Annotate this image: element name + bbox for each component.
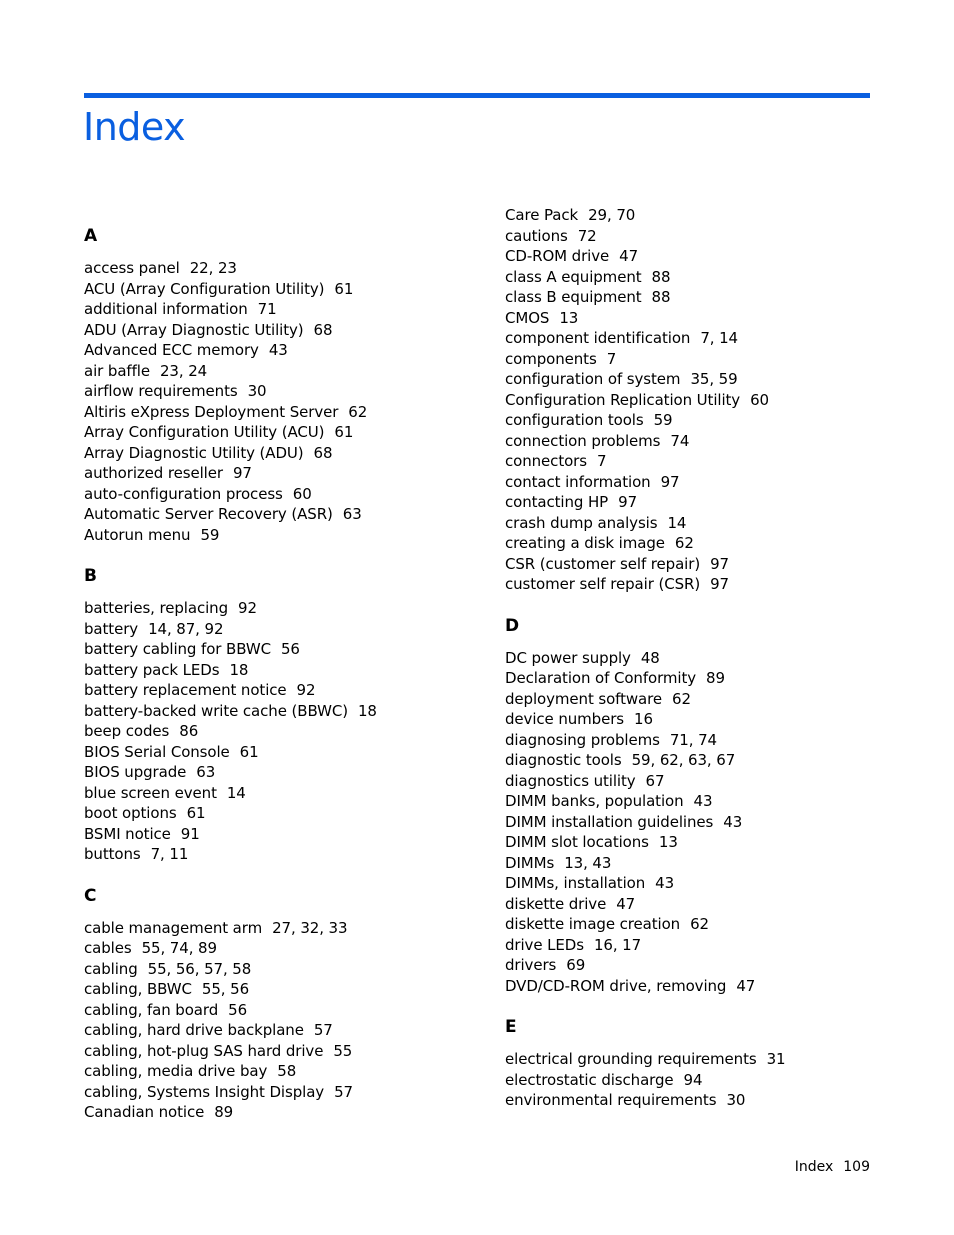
index-page-refs[interactable]: 62 bbox=[674, 534, 694, 552]
section-letter: C bbox=[84, 885, 97, 906]
index-section bbox=[505, 1017, 925, 1111]
index-entry bbox=[505, 709, 925, 730]
index-term: connection problems bbox=[505, 431, 661, 450]
index-section bbox=[84, 226, 504, 545]
index-term: Advanced ECC memory bbox=[84, 341, 259, 359]
index-page-refs[interactable]: 91 bbox=[180, 824, 200, 843]
index-page-refs[interactable]: 60 bbox=[292, 484, 312, 503]
index-entry bbox=[505, 914, 925, 935]
index-term: BIOS Serial Console bbox=[84, 742, 230, 761]
index-term: battery replacement notice bbox=[84, 681, 287, 699]
index-entry bbox=[84, 258, 504, 279]
section-letter: B bbox=[84, 566, 97, 586]
index-term: Configuration Replication Utility bbox=[505, 390, 741, 409]
index-entry bbox=[84, 525, 504, 546]
index-page-refs[interactable]: 62 bbox=[348, 402, 368, 421]
index-entry bbox=[505, 955, 925, 976]
index-page-refs[interactable]: 63 bbox=[342, 505, 362, 523]
index-entry bbox=[84, 340, 504, 361]
index-column-left bbox=[84, 226, 504, 1144]
index-term: boot options bbox=[84, 804, 177, 822]
index-entry bbox=[505, 1070, 925, 1091]
index-term: diskette image creation bbox=[505, 915, 681, 933]
index-page-refs[interactable]: 47 bbox=[619, 247, 639, 265]
index-term: contacting HP bbox=[505, 493, 609, 511]
index-entry bbox=[84, 299, 504, 320]
index-entry bbox=[84, 762, 504, 783]
index-page-refs[interactable]: 89 bbox=[706, 669, 725, 687]
index-term: class B equipment bbox=[505, 288, 642, 306]
index-page-refs[interactable]: 97 bbox=[710, 554, 729, 573]
index-page-refs[interactable]: 13 bbox=[559, 308, 579, 327]
index-page-refs[interactable]: 27, 32, 33 bbox=[272, 918, 348, 937]
index-page-refs[interactable]: 7, 14 bbox=[700, 329, 738, 347]
index-entry bbox=[505, 287, 925, 308]
index-term: buttons bbox=[84, 845, 141, 863]
index-entry bbox=[84, 824, 504, 845]
index-entry bbox=[84, 742, 504, 763]
index-entry bbox=[505, 832, 925, 853]
index-page-refs[interactable]: 55, 56 bbox=[201, 980, 250, 998]
index-entry bbox=[505, 513, 925, 534]
index-term: deployment software bbox=[505, 689, 663, 708]
index-entry bbox=[84, 918, 504, 939]
index-term: electrical grounding requirements bbox=[505, 1050, 757, 1068]
index-page-refs[interactable]: 48 bbox=[640, 648, 660, 667]
index-term: Canadian notice bbox=[84, 1103, 205, 1121]
index-page-refs[interactable]: 13, 43 bbox=[564, 853, 612, 872]
index-term: connectors bbox=[505, 452, 587, 470]
index-term: BIOS upgrade bbox=[84, 763, 187, 781]
index-term: cautions bbox=[505, 226, 568, 245]
index-page-refs[interactable]: 30 bbox=[247, 382, 267, 400]
index-entry bbox=[505, 750, 925, 771]
index-page-refs[interactable]: 67 bbox=[645, 771, 665, 790]
index-term: battery-backed write cache (BBWC) bbox=[84, 701, 348, 720]
index-term: airflow requirements bbox=[84, 382, 238, 400]
index-entry bbox=[505, 873, 925, 894]
index-term: creating a disk image bbox=[505, 534, 665, 552]
index-section bbox=[505, 616, 925, 997]
index-entry bbox=[84, 443, 504, 464]
index-entry bbox=[84, 1102, 504, 1123]
index-entry bbox=[505, 976, 925, 997]
index-page-refs[interactable]: 59, 62, 63, 67 bbox=[631, 751, 736, 769]
index-term: diagnostics utility bbox=[505, 771, 636, 790]
index-entry bbox=[84, 1000, 504, 1021]
index-entry bbox=[84, 1041, 504, 1062]
index-entry bbox=[84, 463, 504, 484]
index-term: class A equipment bbox=[505, 267, 642, 286]
index-entry bbox=[84, 1061, 504, 1082]
index-page-refs[interactable]: 55, 56, 57, 58 bbox=[147, 959, 252, 978]
index-page-refs[interactable]: 61 bbox=[186, 804, 206, 822]
index-entry bbox=[505, 730, 925, 751]
index-term: CSR (customer self repair) bbox=[505, 554, 701, 573]
index-term: air baffle bbox=[84, 361, 150, 380]
index-entry bbox=[84, 381, 504, 402]
index-entry bbox=[505, 267, 925, 288]
index-page-refs[interactable]: 94 bbox=[683, 1070, 703, 1089]
index-term: batteries, replacing bbox=[84, 599, 229, 617]
index-page-refs[interactable]: 23, 24 bbox=[159, 361, 208, 380]
index-entry bbox=[84, 361, 504, 382]
index-page-refs[interactable]: 22, 23 bbox=[189, 259, 237, 277]
index-page-refs[interactable]: 60 bbox=[750, 390, 769, 409]
index-entries bbox=[505, 1049, 925, 1111]
index-entry bbox=[505, 410, 925, 431]
index-page-refs[interactable]: 97 bbox=[660, 472, 680, 491]
index-term: diskette drive bbox=[505, 894, 607, 913]
index-page-refs[interactable]: 47 bbox=[736, 976, 756, 995]
index-term: drivers bbox=[505, 956, 557, 974]
index-entry bbox=[505, 1090, 925, 1111]
index-page-refs[interactable]: 31 bbox=[766, 1050, 786, 1068]
index-page-refs[interactable]: 68 bbox=[313, 443, 333, 462]
index-page-refs[interactable]: 55 bbox=[333, 1041, 353, 1060]
index-entry bbox=[505, 668, 925, 689]
index-entry bbox=[84, 320, 504, 341]
index-entry bbox=[84, 660, 504, 681]
index-entry bbox=[505, 226, 925, 247]
index-term: contact information bbox=[505, 472, 651, 491]
index-entry bbox=[505, 246, 925, 267]
index-term: Array Diagnostic Utility (ADU) bbox=[84, 443, 304, 462]
index-page-refs[interactable]: 62 bbox=[672, 689, 691, 708]
index-term: configuration tools bbox=[505, 411, 644, 429]
index-term: cabling bbox=[84, 959, 138, 978]
footer-page-number: 109 bbox=[843, 1159, 870, 1175]
index-entry bbox=[505, 431, 925, 452]
index-entry bbox=[84, 959, 504, 980]
index-page-refs[interactable]: 43 bbox=[723, 812, 743, 831]
index-page-refs[interactable]: 16 bbox=[634, 710, 653, 728]
index-section bbox=[84, 886, 504, 1123]
page-title: Index bbox=[83, 105, 186, 149]
index-term: Autorun menu bbox=[84, 525, 191, 544]
index-term: DIMM installation guidelines bbox=[505, 812, 714, 831]
index-page-refs[interactable]: 18 bbox=[357, 701, 377, 720]
index-term: BSMI notice bbox=[84, 824, 171, 843]
index-entry bbox=[505, 648, 925, 669]
index-term: cabling, hot-plug SAS hard drive bbox=[84, 1041, 324, 1060]
index-term: auto-configuration process bbox=[84, 484, 283, 503]
index-page-refs[interactable]: 97 bbox=[710, 575, 729, 593]
index-entry bbox=[505, 554, 925, 575]
index-page-refs[interactable]: 63 bbox=[196, 763, 216, 781]
index-term: additional information bbox=[84, 300, 248, 318]
index-entry bbox=[84, 783, 504, 804]
index-term: Declaration of Conformity bbox=[505, 669, 697, 687]
index-page-refs[interactable]: 16, 17 bbox=[593, 935, 642, 954]
index-entry bbox=[505, 349, 925, 370]
index-term: DIMM banks, population bbox=[505, 792, 684, 810]
index-term: cabling, Systems Insight Display bbox=[84, 1082, 325, 1101]
index-term: environmental requirements bbox=[505, 1091, 717, 1109]
index-page-refs[interactable]: 43 bbox=[693, 792, 713, 810]
index-term: DIMM slot locations bbox=[505, 833, 649, 851]
index-term: beep codes bbox=[84, 722, 170, 740]
index-entry bbox=[505, 853, 925, 874]
index-entry bbox=[505, 574, 925, 595]
index-page-refs[interactable]: 71, 74 bbox=[669, 730, 717, 749]
index-entry bbox=[84, 422, 504, 443]
index-page-refs[interactable]: 7, 11 bbox=[150, 845, 189, 863]
index-page-refs[interactable]: 47 bbox=[616, 894, 636, 913]
index-term: cabling, BBWC bbox=[84, 980, 192, 998]
index-entry bbox=[505, 390, 925, 411]
index-entry bbox=[84, 803, 504, 824]
index-entry bbox=[84, 639, 504, 660]
index-section bbox=[505, 205, 925, 595]
index-term: DC power supply bbox=[505, 648, 631, 667]
index-page-refs[interactable]: 68 bbox=[313, 320, 333, 339]
index-term: DVD/CD-ROM drive, removing bbox=[505, 976, 727, 995]
index-entry bbox=[505, 689, 925, 710]
index-term: component identification bbox=[505, 329, 691, 347]
header-rule bbox=[84, 93, 870, 98]
index-term: customer self repair (CSR) bbox=[505, 575, 701, 593]
index-term: device numbers bbox=[505, 710, 624, 728]
index-page-refs[interactable]: 43 bbox=[268, 341, 288, 359]
section-letter: A bbox=[84, 226, 98, 246]
index-entry bbox=[505, 935, 925, 956]
index-page-refs[interactable]: 61 bbox=[334, 279, 354, 298]
index-term: authorized reseller bbox=[84, 464, 223, 482]
index-term: cabling, media drive bay bbox=[84, 1062, 268, 1080]
index-entry bbox=[505, 451, 925, 472]
index-entry bbox=[84, 844, 504, 865]
index-page-refs[interactable]: 14, 87, 92 bbox=[148, 619, 224, 638]
index-page-refs[interactable]: 56 bbox=[228, 1000, 248, 1019]
index-page-refs[interactable]: 57 bbox=[313, 1021, 333, 1039]
index-page-refs[interactable]: 29, 70 bbox=[588, 206, 636, 224]
index-page-refs[interactable]: 56 bbox=[280, 640, 300, 658]
index-entries bbox=[84, 598, 504, 865]
index-entry bbox=[84, 721, 504, 742]
index-entry bbox=[505, 308, 925, 329]
index-entry bbox=[84, 598, 504, 619]
index-term: DIMMs bbox=[505, 853, 555, 872]
index-page-refs[interactable]: 61 bbox=[239, 742, 259, 761]
index-page-refs[interactable]: 92 bbox=[296, 681, 316, 699]
index-entry bbox=[84, 504, 504, 525]
index-page-refs[interactable]: 55, 74, 89 bbox=[141, 939, 217, 957]
index-page-refs[interactable]: 58 bbox=[277, 1062, 297, 1080]
index-page-refs[interactable]: 18 bbox=[229, 660, 249, 679]
index-term: Care Pack bbox=[505, 206, 579, 224]
index-page-refs[interactable]: 72 bbox=[577, 226, 597, 245]
index-column-right bbox=[505, 205, 925, 1132]
index-term: electrostatic discharge bbox=[505, 1070, 674, 1089]
index-page-refs[interactable]: 61 bbox=[334, 423, 354, 441]
index-entry bbox=[84, 402, 504, 423]
index-term: battery cabling for BBWC bbox=[84, 640, 271, 658]
index-page-refs[interactable]: 97 bbox=[232, 464, 252, 482]
index-entry bbox=[84, 1020, 504, 1041]
index-term: DIMMs, installation bbox=[505, 874, 646, 892]
index-section bbox=[84, 566, 504, 865]
index-entries bbox=[505, 648, 925, 997]
index-term: Altiris eXpress Deployment Server bbox=[84, 402, 339, 421]
index-entry bbox=[505, 533, 925, 554]
index-term: ADU (Array Diagnostic Utility) bbox=[84, 320, 304, 339]
index-entry bbox=[84, 938, 504, 959]
index-entries bbox=[505, 205, 925, 595]
index-entry bbox=[505, 472, 925, 493]
index-page-refs[interactable]: 43 bbox=[655, 874, 675, 892]
index-entry bbox=[505, 771, 925, 792]
index-term: ACU (Array Configuration Utility) bbox=[84, 279, 325, 298]
index-page-refs[interactable]: 14 bbox=[226, 783, 246, 802]
index-page-refs[interactable]: 35, 59 bbox=[690, 370, 738, 388]
index-entry bbox=[505, 492, 925, 513]
index-term: cables bbox=[84, 939, 132, 957]
index-page-refs[interactable]: 14 bbox=[667, 513, 687, 532]
index-term: access panel bbox=[84, 259, 180, 277]
index-entries bbox=[84, 918, 504, 1123]
page-footer bbox=[0, 1157, 870, 1177]
index-entry bbox=[505, 205, 925, 226]
index-term: crash dump analysis bbox=[505, 513, 658, 532]
index-term: battery bbox=[84, 619, 139, 638]
index-entry bbox=[505, 894, 925, 915]
index-entries bbox=[84, 258, 504, 545]
index-entry bbox=[84, 619, 504, 640]
index-term: Automatic Server Recovery (ASR) bbox=[84, 505, 333, 523]
index-entry bbox=[505, 1049, 925, 1070]
index-page-refs[interactable]: 7 bbox=[606, 349, 617, 368]
index-entry bbox=[505, 369, 925, 390]
index-entry bbox=[84, 1082, 504, 1103]
index-page-refs[interactable]: 7 bbox=[596, 452, 607, 470]
index-page-refs[interactable]: 88 bbox=[651, 267, 671, 286]
index-page-refs[interactable]: 57 bbox=[334, 1082, 353, 1101]
index-page-refs[interactable]: 97 bbox=[618, 493, 638, 511]
index-entry bbox=[505, 328, 925, 349]
index-page-refs[interactable]: 86 bbox=[179, 722, 199, 740]
index-page-refs[interactable]: 30 bbox=[726, 1091, 746, 1109]
index-page-refs[interactable]: 88 bbox=[651, 288, 671, 306]
index-term: cable management arm bbox=[84, 918, 263, 937]
index-page-refs[interactable]: 74 bbox=[670, 431, 690, 450]
index-page-refs[interactable]: 69 bbox=[566, 956, 586, 974]
index-page-refs[interactable]: 59 bbox=[200, 525, 220, 544]
index-term: CMOS bbox=[505, 308, 550, 327]
index-entry bbox=[84, 701, 504, 722]
index-term: battery pack LEDs bbox=[84, 660, 220, 679]
section-letter: E bbox=[505, 1017, 517, 1037]
index-entry bbox=[84, 279, 504, 300]
index-term: CD-ROM drive bbox=[505, 247, 610, 265]
index-page-refs[interactable]: 62 bbox=[690, 915, 709, 933]
index-term: configuration of system bbox=[505, 370, 681, 388]
index-page-refs[interactable]: 59 bbox=[653, 411, 673, 429]
index-page-refs[interactable]: 92 bbox=[238, 599, 257, 617]
index-page-refs[interactable]: 89 bbox=[214, 1103, 234, 1121]
index-term: drive LEDs bbox=[505, 935, 584, 954]
index-term: components bbox=[505, 349, 597, 368]
index-entry bbox=[505, 791, 925, 812]
index-entry bbox=[84, 979, 504, 1000]
index-entry bbox=[505, 812, 925, 833]
index-page-refs[interactable]: 71 bbox=[257, 300, 277, 318]
index-term: blue screen event bbox=[84, 783, 217, 802]
index-entry bbox=[84, 680, 504, 701]
index-term: cabling, hard drive backplane bbox=[84, 1021, 304, 1039]
index-entry bbox=[84, 484, 504, 505]
footer-section-label: Index bbox=[794, 1159, 834, 1175]
index-term: Array Configuration Utility (ACU) bbox=[84, 423, 325, 441]
index-page-refs[interactable]: 13 bbox=[658, 833, 678, 851]
index-term: cabling, fan board bbox=[84, 1000, 219, 1019]
section-letter: D bbox=[505, 615, 520, 636]
index-term: diagnosing problems bbox=[505, 730, 660, 749]
index-term: diagnostic tools bbox=[505, 751, 622, 769]
